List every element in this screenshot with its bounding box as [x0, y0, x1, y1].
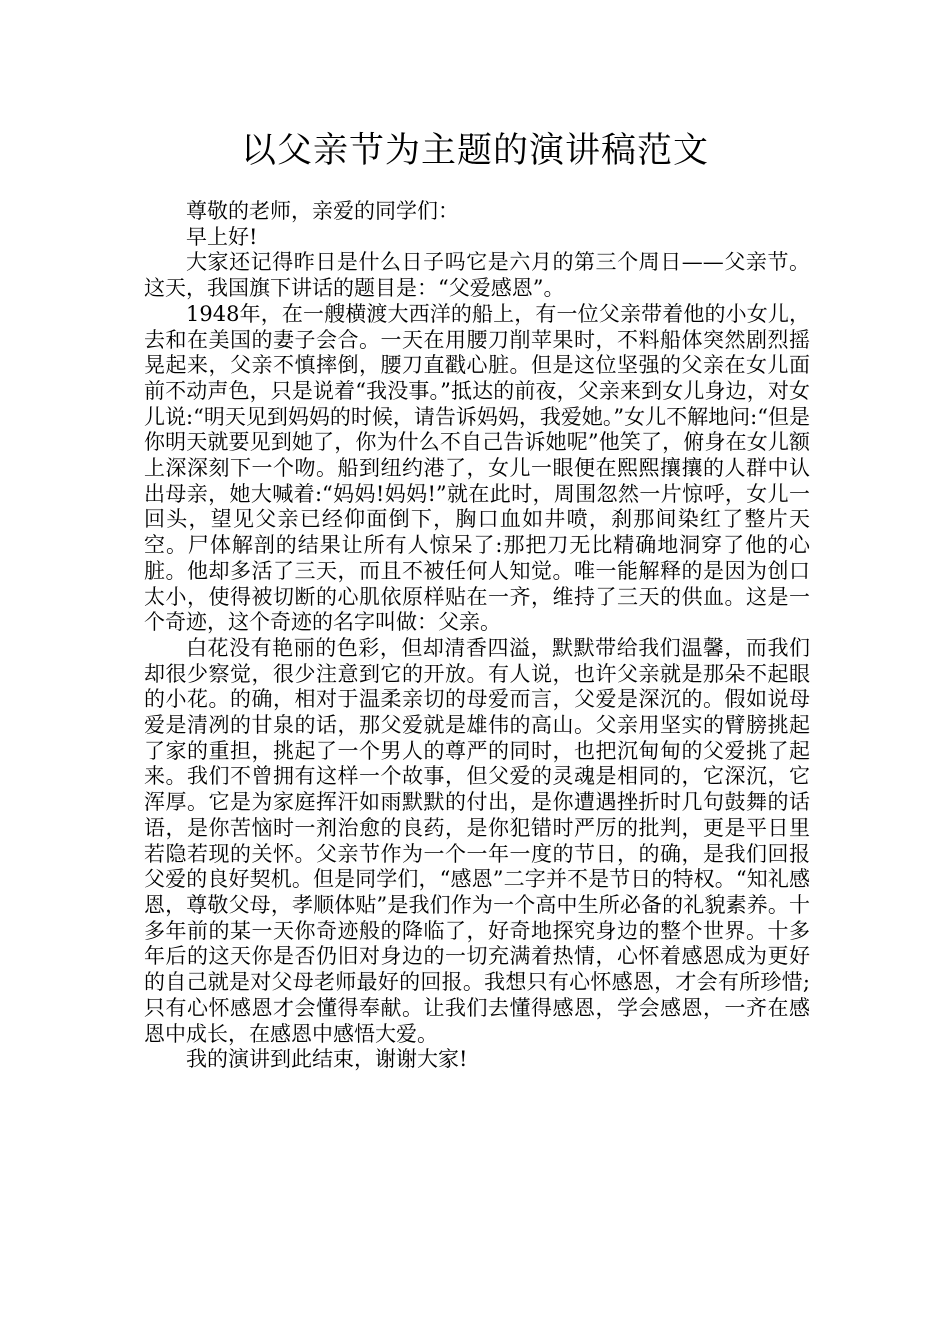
paragraph-closing: 我的演讲到此结束，谢谢大家! [186, 1047, 468, 1072]
paragraph-greeting: 尊敬的老师，亲爱的同学们： [186, 199, 459, 223]
document-body [144, 199, 810, 1073]
document-title: 以父亲节为主题的演讲稿范文 [240, 131, 709, 171]
paragraph-story: 1948年，在一艘横渡大西洋的船上，有一位父亲带着他的小女儿，去和在美国的妻子会合。一天在用腰刀削苹果时，不料船体突然剧烈摇晃起来，父亲不慎摔倒，腰刀直戳心脏。但是这位坚强的父亲在女儿面前不动声色，只是说着“我没事。”抵达的前夜，父亲来到女儿身边，对女儿说:“明天见到妈妈的时候，请告诉妈妈，我爱她。”女儿不解地问:“但是你明天就要见到她了，你为什么不自己告诉她呢”他笑了，俯身在女儿额上深深刻下一个吻。船到纽约港了，女儿一眼便在熙熙攘攘的人群中认出母亲，她大喊着:“妈妈!妈妈!”就在此时，周围忽然一片惊呼，女儿一回头，望见父亲已经仰面倒下，胸口血如井喷，刹那间染红了整片天空。尸体解剖的结果让所有人惊呆了:那把刀无比精确地洞穿了他的心脏。他却多活了三天，而且不被任何人知觉。唯一能解释的是因为创口太小，使得被切断的心肌依原样贴在一齐，维持了三天的供血。这是一个奇迹，这个奇迹的名字叫做：父亲。 [144, 301, 810, 635]
paragraph-good-morning: 早上好! [186, 224, 258, 249]
paragraph-reflection: 白花没有艳丽的色彩，但却清香四溢，默默带给我们温馨，而我们却很少察觉，很少注意到它的开放。有人说，也许父亲就是那朵不起眼的小花。的确，相对于温柔亲切的母爱而言，父爱是深沉的。假如说母爱是清冽的甘泉的话，那父爱就是雄伟的高山。父亲用坚实的臂膀挑起了家的重担，挑起了一个男人的尊严的同时，也把沉甸甸的父爱挑了起来。我们不曾拥有这样一个故事，但父爱的灵魂是相同的，它深沉，它浑厚。它是为家庭挥汗如雨默默的付出，是你遭遇挫折时几句鼓舞的话语，是你苦恼时一剂治愈的良药，是你犯错时严厉的批判，更是平日里若隐若现的关怀。父亲节作为一个一年一度的节日，的确，是我们回报父爱的良好契机。但是同学们，“感恩”二字并不是节日的特权。“知礼感恩，尊敬父母，孝顺体贴”是我们作为一个高中生所必备的礼貌素养。十多年前的某一天你奇迹般的降临了，好奇地探究身边的整个世界。十多年后的这天你是否仍旧对身边的一切充满着热情，心怀着感恩成为更好的自己就是对父母老师最好的回报。我想只有心怀感恩，才会有所珍惜;只有心怀感恩才会懂得奉献。让我们去懂得感恩，学会感恩，一齐在感恩中成长，在感恩中感悟大爱。 [144, 635, 810, 1046]
paragraph-intro: 大家还记得昨日是什么日子吗它是六月的第三个周日——父亲节。这天，我国旗下讲话的题目是：“父爱感恩”。 [144, 250, 810, 301]
